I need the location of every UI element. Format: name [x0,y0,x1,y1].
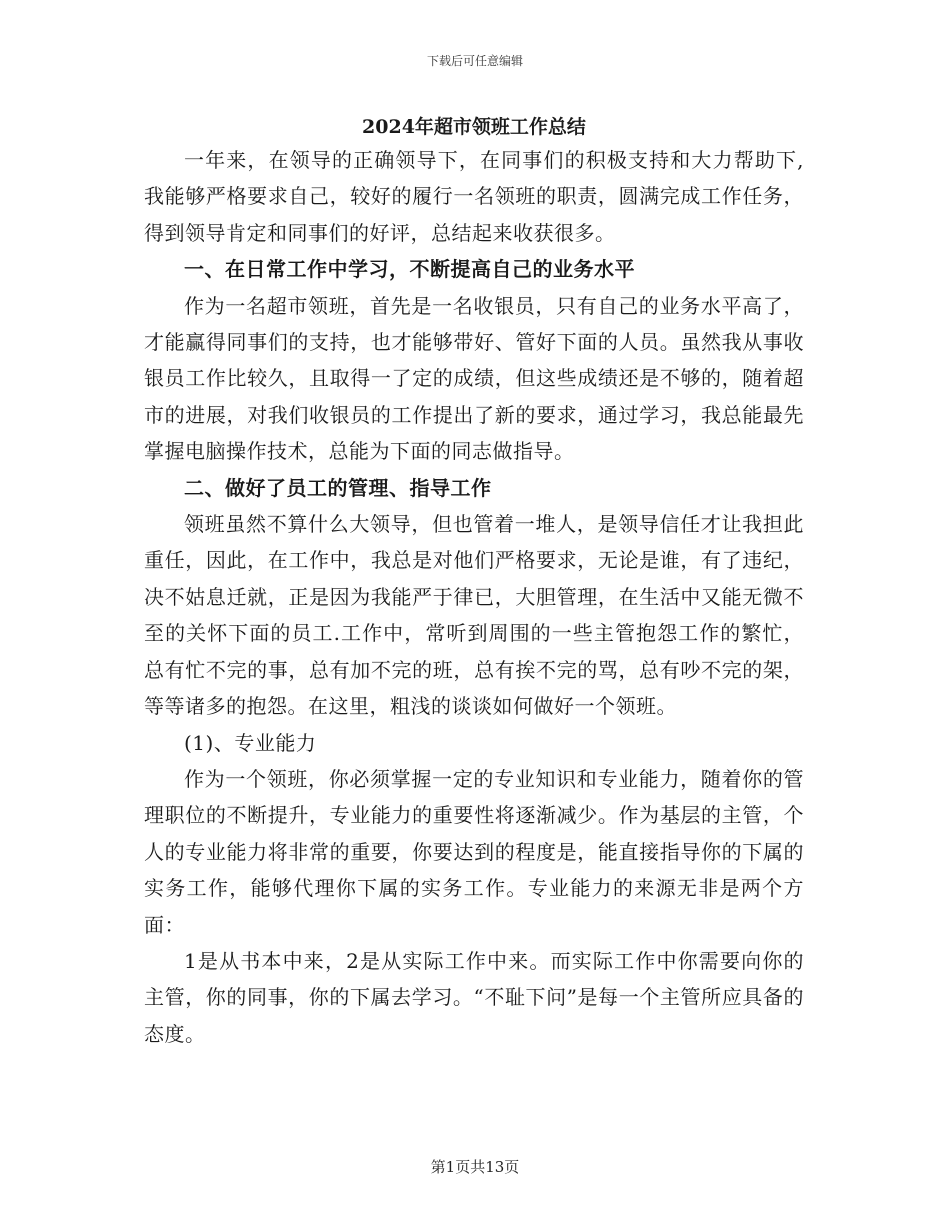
subsection-1-paragraph: 作为一个领班，你必须掌握一定的专业知识和专业能力，随着你的管理职位的不断提升，专业能力的重要性将逐渐减少。作为基层的主管，个人的专业能力将非常的重要，你要达到的程度是，能直接指导你的下属的实务工作，能够代理你下属的实务工作。专业能力的来源无非是两个方面： [144,766,804,937]
document-title: 2024年超市领班工作总结 [362,116,586,138]
document-body [144,112,804,1052]
section-heading-2: 二、做好了员工的管理、指导工作 [184,475,492,500]
subsection-heading-1: (1)、专业能力 [184,730,317,755]
section-heading-1: 一、在日常工作中学习，不断提高自己的业务水平 [184,257,635,282]
subsection-1-paragraph-2: 1是从书本中来，2是从实际工作中来。而实际工作中你需要向你的主管，你的同事，你的下属去学习。“不耻下问”是每一个主管所应具备的态度。 [144,948,804,1046]
section-2-paragraph: 领班虽然不算什么大领导，但也管着一堆人，是领导信任才让我担此重任，因此，在工作中，我总是对他们严格要求，无论是谁，有了违纪，决不姑息迁就，正是因为我能严于律已，大胆管理，在生活中又能无微不至的关怀下面的员工.工作中，常听到周围的一些主管抱怨工作的繁忙，总有忙不完的事，总有加不完的班，总有挨不完的骂，总有吵不完的架，等等诸多的抱怨。在这里，粗浅的谈谈如何做好一个领班。 [144,512,804,719]
intro-paragraph: 一年来，在领导的正确领导下，在同事们的积极支持和大力帮助下,我能够严格要求自己，较好的履行一名领班的职责，圆满完成工作任务，得到领导肯定和同事们的好评，总结起来收获很多。 [144,148,804,245]
page-header: 下载后可任意编辑 [426,54,523,68]
page-number-footer: 第1页共13页 [430,1158,520,1176]
section-1-paragraph: 作为一名超市领班，首先是一名收银员，只有自己的业务水平高了，才能赢得同事们的支持，也才能够带好、管好下面的人员。虽然我从事收银员工作比较久，且取得一了定的成绩，但这些成绩还是不够的，随着超市的进展，对我们收银员的工作提出了新的要求，通过学习，我总能最先掌握电脑操作技术，总能为下面的同志做指导。 [144,293,804,464]
